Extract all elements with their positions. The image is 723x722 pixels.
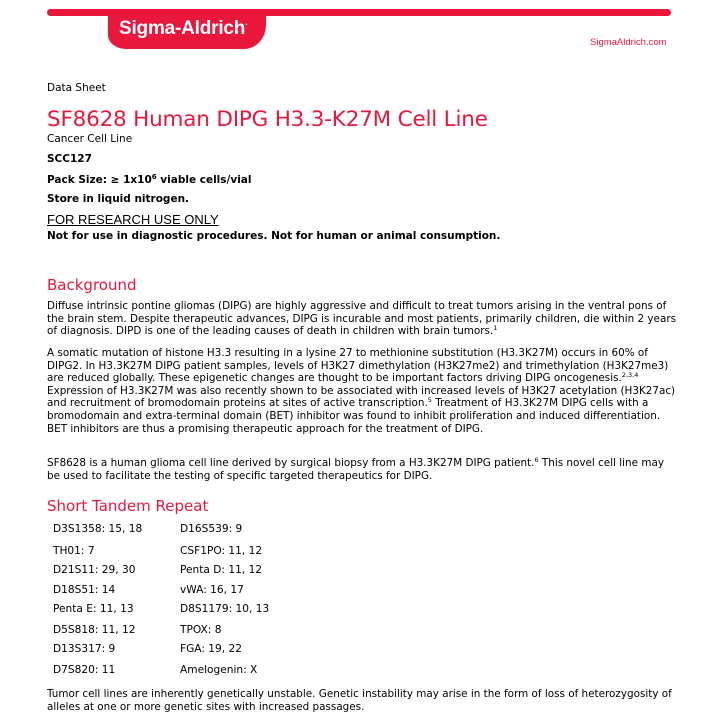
usage-restriction: Not for use in diagnostic procedures. Not for human or animal consumption. [47,230,501,242]
pack-size [47,174,251,186]
reference-marker: 6 [534,456,539,464]
paragraph-text: A somatic mutation of histone H3.3 resulting in a lysine 27 to methionine substitution (H3.3K27M) occurs in 60% of DIPG2. In H3.3K27M DIPG patient samples, levels of H3K27 dimethylation (H3K27me2) and trimethylation (H3K27me3) are reduced globally. These epigenetic changes are thought to be important factors driving DIPG oncogenesis. [47,347,669,385]
str-locus: D7S820: 11 [53,664,116,676]
research-use-only: FOR RESEARCH USE ONLY [47,212,219,227]
storage-note: Store in liquid nitrogen. [47,193,190,205]
paragraph-text: Treatment of H3.3K27M DIPG cells with a bromodomain and extra-terminal domain (BET) inhibitor was found to inhibit proliferation and induced differentiation. BET inhibitors are thus a promising therapeutic approach for the treatment of DIPG. [47,397,661,435]
str-locus: D5S818: 11, 12 [53,624,136,636]
background-paragraph-3 [47,457,677,482]
paragraph-text: Diffuse intrinsic pontine gliomas (DIPG) are highly aggressive and difficult to treat tumors arising in the ventral pons of the brain stem. Despite therapeutic advances, DIPG is incurable and most patients, primarily children, die within 2 years of diagnosis. DIPD is one of the leading causes of death in children with brain tumors. [47,300,676,338]
website-link[interactable]: SigmaAldrich.com [590,37,667,48]
logo-mark: . [245,18,248,27]
background-paragraph-1 [47,300,677,338]
str-locus: D18S51: 14 [53,584,116,596]
background-heading: Background [47,276,137,294]
paragraph-text: Expression of H3.3K27M was also recently shown to be associated with increased levels of H3K27 acetylation (H3K27ac) and recruitment of bromodomain proteins at sites of active transcription. [47,384,676,410]
str-heading: Short Tandem Repeat [47,497,209,515]
sigma-aldrich-logo[interactable] [119,18,247,40]
reference-marker: 2,3,4 [621,371,639,380]
page-title: SF8628 Human DIPG H3.3-K27M Cell Line [47,107,488,132]
logo-text: Sigma-Aldrich [119,18,246,39]
paragraph-text: This novel cell line may be used to facilitate the testing of specific targeted therapeutics for DIPG. [47,457,664,482]
str-locus: D3S1358: 15, 18 [53,523,143,535]
paragraph-text: SF8628 is a human glioma cell line derived by surgical biopsy from a H3.3K27M DIPG patient. [47,457,535,469]
str-locus: D13S317: 9 [53,643,116,655]
str-locus: D16S539: 9 [180,523,243,535]
str-locus: Penta E: 11, 13 [53,603,134,615]
reference-marker: 1 [493,324,498,333]
str-locus: FGA: 19, 22 [180,643,242,655]
str-locus: D21S11: 29, 30 [53,564,136,576]
page-subtitle: Cancer Cell Line [47,133,133,145]
str-locus: vWA: 16, 17 [180,584,244,596]
reference-marker: 5 [427,396,432,405]
pack-size-exponent: 6 [151,173,157,181]
str-locus: Penta D: 11, 12 [180,564,263,576]
document-type: Data Sheet [47,82,106,94]
str-locus: Amelogenin: X [180,664,258,676]
background-paragraph-2 [47,347,677,435]
pack-size-suffix: viable cells/vial [156,174,252,186]
catalog-number: SCC127 [47,153,92,165]
str-note: Tumor cell lines are inherently genetically unstable. Genetic instability may arise in the form of loss of heterozygosity of alleles at one or more genetic sites with increased passages. [47,688,672,713]
str-locus: D8S1179: 10, 13 [180,603,270,615]
str-locus: TH01: 7 [53,545,95,557]
pack-size-prefix: Pack Size: ≥ 1x10 [47,174,152,186]
str-locus: CSF1PO: 11, 12 [180,545,263,557]
str-locus: TPOX: 8 [180,624,222,636]
